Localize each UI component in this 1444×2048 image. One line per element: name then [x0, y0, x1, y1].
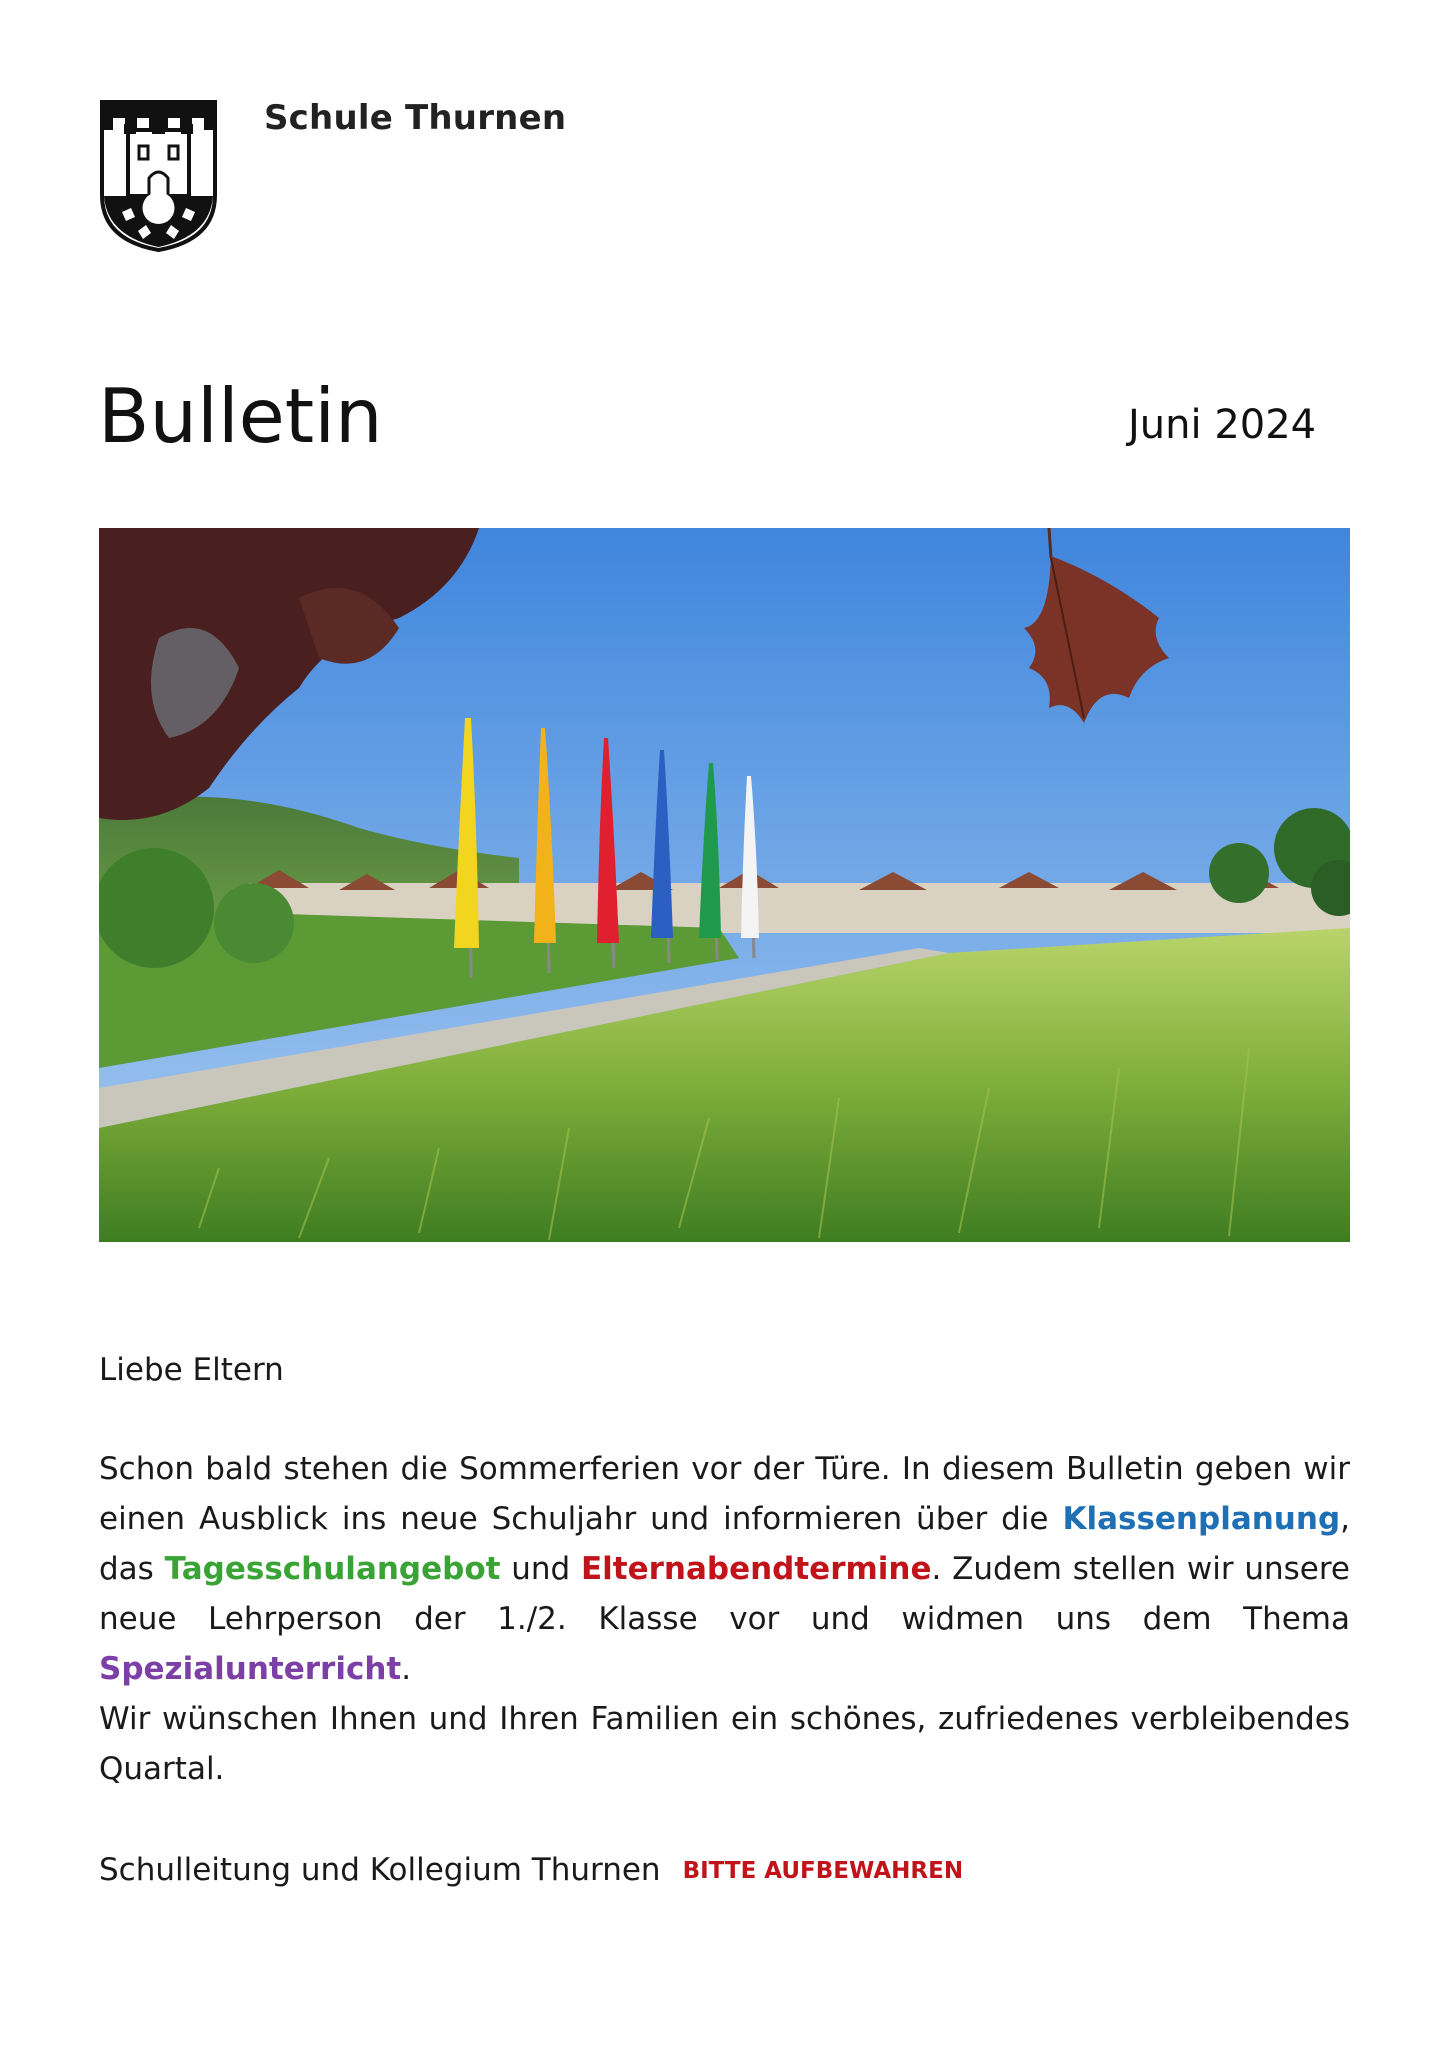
keyword-klassenplanung: Klassenplanung [1062, 1501, 1341, 1537]
page-title: Bulletin [98, 372, 383, 460]
keyword-elternabendtermine: Elternabendtermine [580, 1551, 932, 1587]
keyword-tagesschulangebot: Tagesschulangebot [164, 1551, 501, 1587]
intro-paragraph-2: Wir wünschen Ihnen und Ihren Familien ein schönes, zufriedenes verbleibendes Quartal. [99, 1701, 1350, 1787]
cover-photo [99, 528, 1350, 1242]
issue-date: Juni 2024 [1128, 402, 1317, 448]
intro-text [99, 1444, 1350, 1794]
signature: Schulleitung und Kollegium Thurnen [99, 1852, 661, 1888]
greeting: Liebe Eltern [99, 1352, 284, 1388]
school-name: Schule Thurnen [264, 98, 567, 138]
keep-notice: BITTE AUFBEWAHREN [682, 1858, 964, 1884]
intro-paragraph-1: Schon bald stehen die Sommerferien vor der Türe. In diesem Bulletin geben wir einen Ausblick ins neue Schuljahr und informieren über die Klassenplanung, das Tagesschulangebot und Elternabendtermine. Zudem stellen wir unsere neue Lehrperson der 1./2. Klasse vor und widmen uns dem Thema Spezialunterricht. [99, 1451, 1350, 1687]
school-logo-icon [100, 100, 217, 252]
signature-line [99, 1845, 1350, 1896]
keyword-spezialunterricht: Spezialunterricht [99, 1651, 402, 1687]
